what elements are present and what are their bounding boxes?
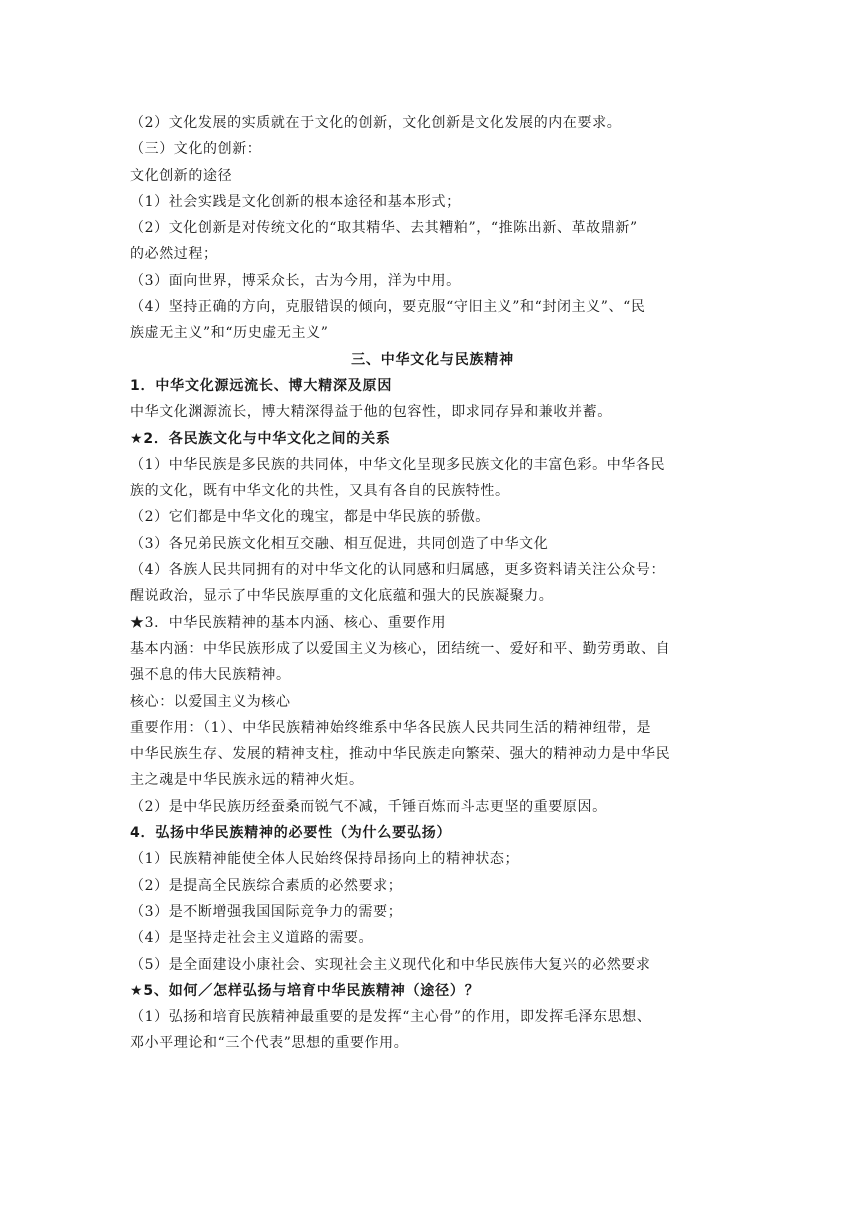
text-line: （3）各兄弟民族文化相互交融、相互促进，共同创造了中华文化: [130, 535, 549, 552]
text-line: 强不息的伟大民族精神。: [130, 667, 291, 684]
subsection-heading: ★5、如何／怎样弘扬与培育中华民族精神（途径）？: [130, 982, 480, 999]
text-line: （1）社会实践是文化创新的根本途径和基本形式；: [130, 193, 461, 210]
subsection-heading: ★2．各民族文化与中华文化之间的关系: [130, 430, 391, 447]
text-line: 族虚无主义”和“历史虚无主义”: [130, 325, 329, 342]
text-line: （2）是提高全民族综合素质的必然要求；: [130, 877, 403, 894]
text-line: 基本内涵：中华民族形成了以爱国主义为核心，团结统一、爱好和平、勤劳勇敢、自: [130, 640, 671, 657]
text-line: 中华文化渊源流长，博大精深得益于他的包容性，即求同存异和兼收并蓄。: [130, 404, 612, 421]
text-line: 族的文化，既有中华文化的共性，又具有各自的民族特性。: [130, 483, 510, 500]
text-line: （1）弘扬和培育民族精神最重要的是发挥“主心骨”的作用，即发挥毛泽东思想、: [130, 1009, 652, 1026]
text-line: （1）民族精神能使全体人民始终保持昂扬向上的精神状态；: [130, 851, 520, 868]
text-line: （1）中华民族是多民族的共同体，中华文化呈现多民族文化的丰富色彩。中华各民: [130, 456, 666, 473]
text-line: 主之魂是中华民族永远的精神火炬。: [130, 772, 364, 789]
text-line: 的必然过程；: [130, 246, 218, 263]
text-line: （3）是不断增强我国国际竞争力的需要；: [130, 903, 403, 920]
text-line: （三）文化的创新：: [130, 141, 262, 158]
subsection-heading: 1．中华文化源远流长、博大精深及原因: [130, 377, 393, 394]
subsection-heading: 4．弘扬中华民族精神的必要性（为什么要弘扬）: [130, 825, 452, 842]
section-heading: 三、中华文化与民族精神: [351, 351, 514, 368]
text-line: （4）是坚持走社会主义道路的需要。: [130, 930, 374, 947]
text-line: （3）面向世界，博采众长，古为今用，洋为中用。: [130, 272, 461, 289]
subsection-title: ★3．中华民族精神的基本内涵、核心、重要作用: [130, 614, 447, 631]
text-line: （2）它们都是中华文化的瑰宝，都是中华民族的骄傲。: [130, 509, 490, 526]
text-line: （2）是中华民族历经蚕桑而锐气不减，千锤百炼而斗志更坚的重要原因。: [130, 798, 607, 815]
text-line: 中华民族生存、发展的精神支柱，推动中华民族走向繁荣、强大的精神动力是中华民: [130, 746, 671, 763]
text-line: 重要作用：（1）、中华民族精神始终维系中华各民族人民共同生活的精神纽带，是: [130, 719, 652, 736]
text-line: 邓小平理论和“三个代表”思想的重要作用。: [130, 1035, 409, 1052]
document-page: [130, 110, 735, 1057]
text-line: （4）各族人民共同拥有的对中华文化的认同感和归属感，更多资料请关注公众号：: [130, 562, 666, 579]
text-line: （5）是全面建设小康社会、实现社会主义现代化和中华民族伟大复兴的必然要求: [130, 956, 651, 973]
text-line: （2）文化发展的实质就在于文化的创新，文化创新是文化发展的内在要求。: [130, 115, 622, 131]
text-line: （4）坚持正确的方向，克服错误的倾向，要克服“守旧主义”和“封闭主义”、“民: [130, 299, 646, 316]
text-line: 文化创新的途径: [130, 167, 233, 184]
text-line: （2）文化创新是对传统文化的“取其精华、去其糟粕”，“推陈出新、革故鼎新”: [130, 220, 638, 237]
text-line: 核心：以爱国主义为核心: [130, 693, 291, 710]
text-line: 醒说政治，显示了中华民族厚重的文化底蕴和强大的民族凝聚力。: [130, 588, 554, 605]
